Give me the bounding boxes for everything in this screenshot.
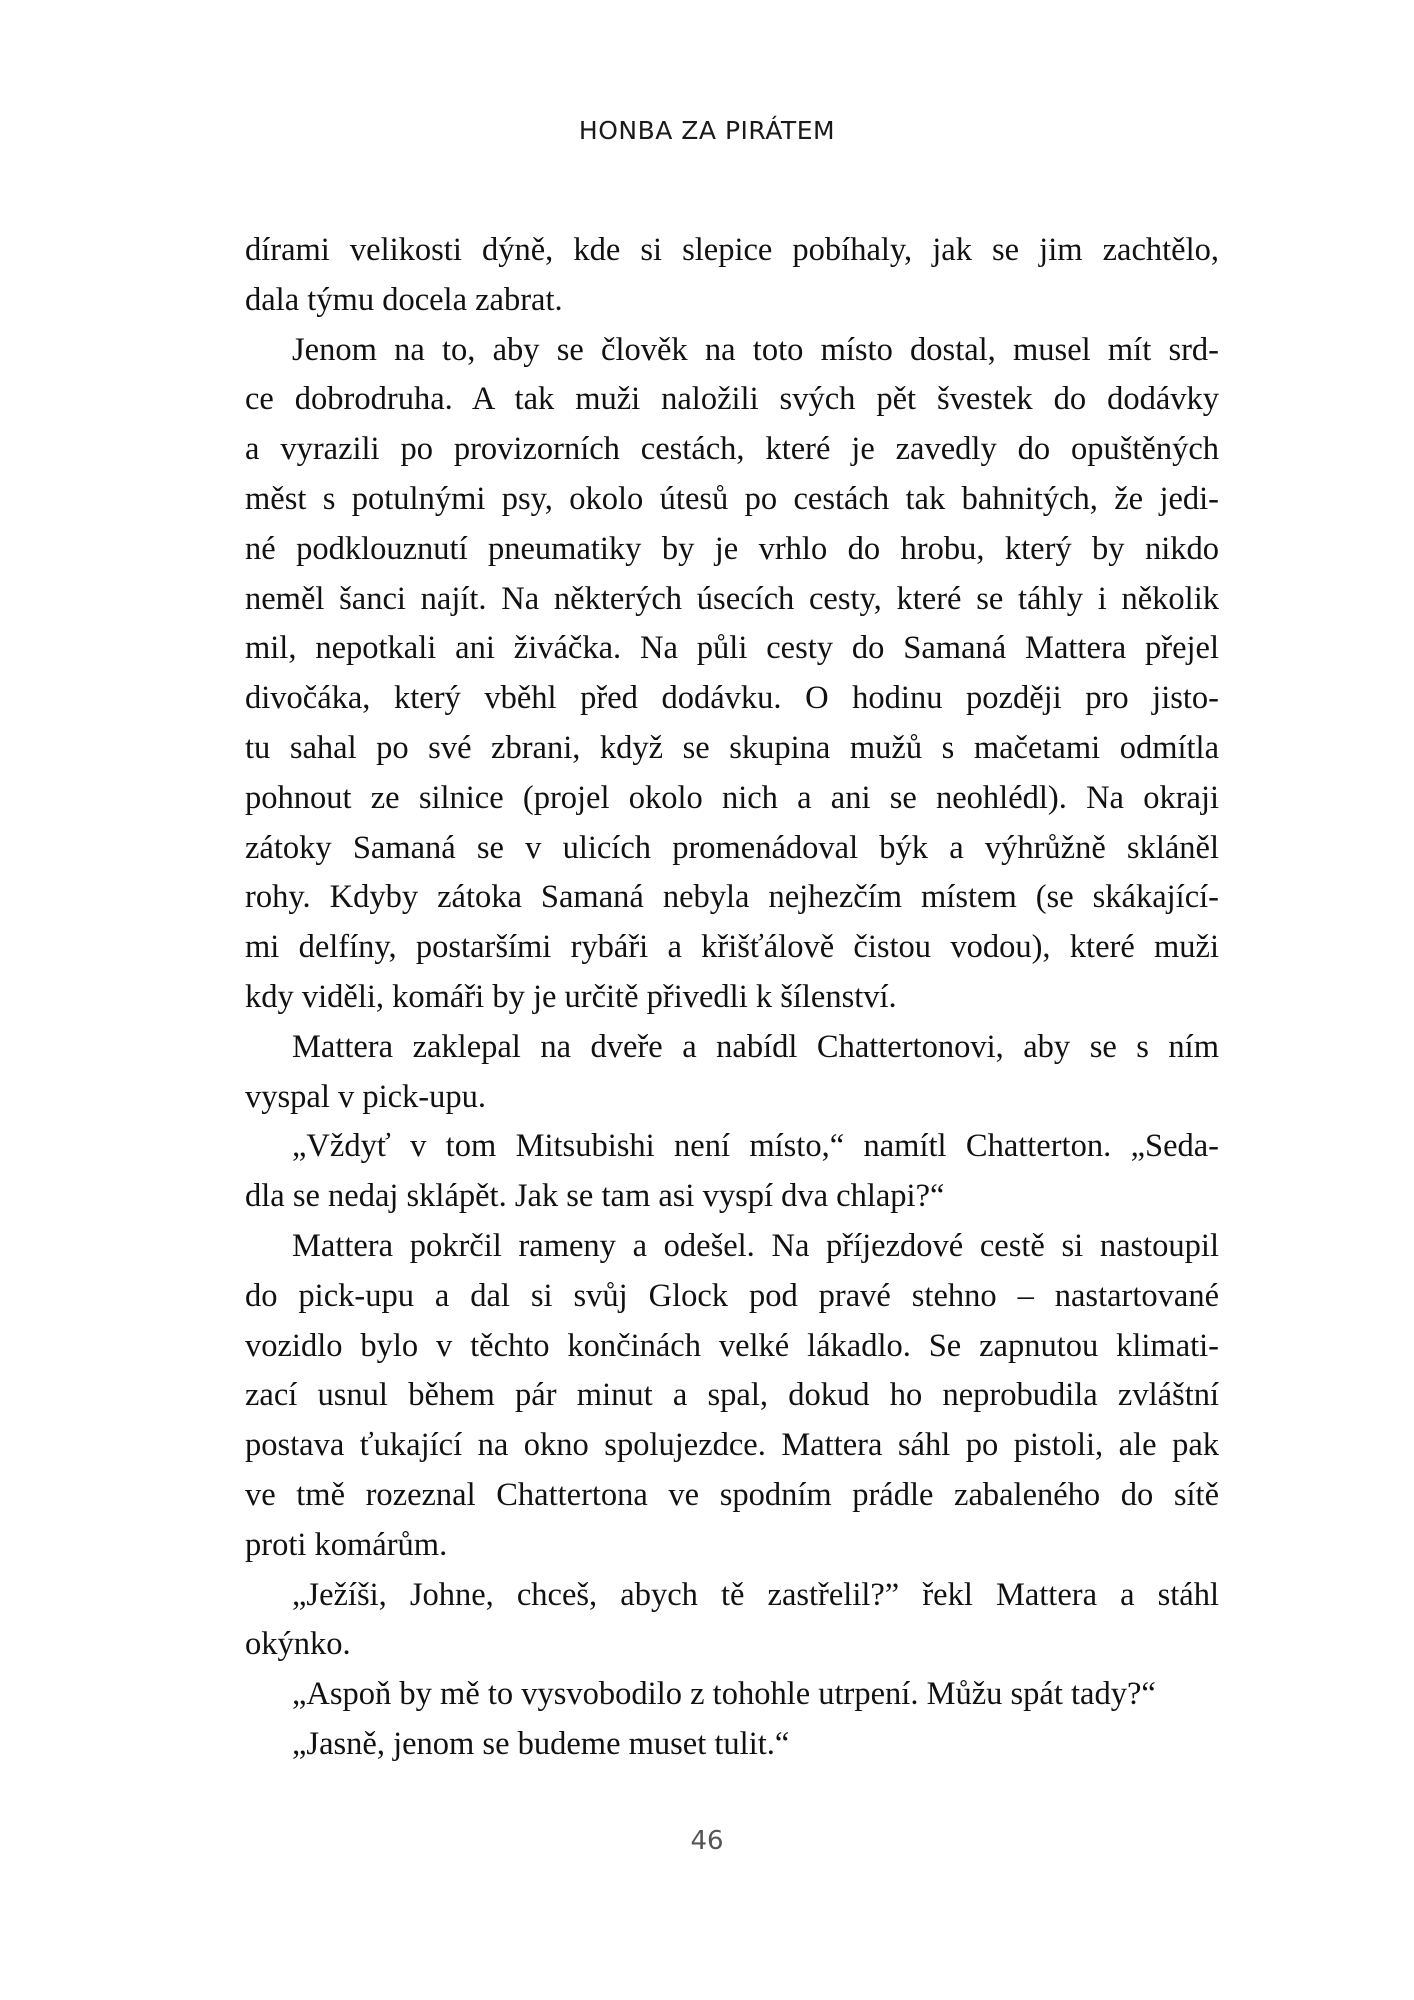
text-line: neměl šanci najít. Na některých úsecích cesty, které se táhly i několik bbox=[245, 580, 1219, 617]
text-line: kdy viděli, komáři by je určitě přivedli k šílenství. bbox=[245, 978, 897, 1015]
body-text bbox=[245, 226, 1219, 1770]
text-line: dala týmu docela zabrat. bbox=[245, 281, 563, 318]
page-number: 46 bbox=[690, 1826, 724, 1856]
text-line: postava ťukající na okno spolujezdce. Mattera sáhl po pistoli, ale pak bbox=[245, 1427, 1219, 1464]
text-line: rohy. Kdyby zátoka Samaná nebyla nejhezčím místem (se skákající- bbox=[245, 879, 1219, 916]
text-line: Jenom na to, aby se člověk na toto místo dostal, musel mít srd- bbox=[292, 331, 1219, 368]
text-line: divočáka, který vběhl před dodávku. O hodinu později pro jisto- bbox=[245, 680, 1219, 717]
text-line: do pick-upu a dal si svůj Glock pod pravé stehno – nastartované bbox=[245, 1277, 1219, 1314]
text-line: vozidlo bylo v těchto končinách velké lákadlo. Se zapnutou klimati- bbox=[245, 1327, 1219, 1364]
paragraph bbox=[245, 1571, 1219, 1671]
text-line: proti komárům. bbox=[245, 1526, 448, 1563]
text-line: Mattera zaklepal na dveře a nabídl Chattertonovi, aby se s ním bbox=[292, 1028, 1219, 1065]
text-line: zátoky Samaná se v ulicích promenádoval býk a výhrůžně skláněl bbox=[245, 829, 1219, 866]
text-line: „Vždyť v tom Mitsubishi není místo,“ namítl Chatterton. „Seda- bbox=[292, 1128, 1219, 1165]
text-line: né podklouznutí pneumatiky by je vrhlo do hrobu, který by nikdo bbox=[245, 530, 1219, 567]
text-line: mi delfíny, postaršími rybáři a křišťálově čistou vodou), které muži bbox=[245, 929, 1219, 966]
paragraph bbox=[245, 326, 1219, 1023]
running-head: HONBA ZA PIRÁTEM bbox=[578, 116, 836, 145]
text-line: dla se nedaj sklápět. Jak se tam asi vyspí dva chlapi?“ bbox=[245, 1178, 945, 1215]
text-line: „Aspoň by mě to vysvobodilo z tohohle utrpení. Můžu spát tady?“ bbox=[292, 1676, 1156, 1713]
text-line: pohnout ze silnice (projel okolo nich a ani se neohlédl). Na okraji bbox=[245, 779, 1219, 816]
paragraph bbox=[245, 1023, 1219, 1123]
text-line: okýnko. bbox=[245, 1626, 351, 1663]
paragraph bbox=[245, 1720, 1219, 1770]
text-line: zací usnul během pár minut a spal, dokud ho neprobudila zvláštní bbox=[245, 1377, 1219, 1414]
text-line: vyspal v pick-upu. bbox=[245, 1078, 487, 1115]
paragraph bbox=[245, 1122, 1219, 1222]
text-line: měst s potulnými psy, okolo útesů po cestách tak bahnitých, že jedi- bbox=[245, 480, 1219, 517]
text-line: ve tmě rozeznal Chattertona ve spodním prádle zabaleného do sítě bbox=[245, 1476, 1219, 1513]
text-line: dírami velikosti dýně, kde si slepice pobíhaly, jak se jim zachtělo, bbox=[245, 232, 1219, 268]
paragraph bbox=[245, 1222, 1219, 1571]
text-line: ce dobrodruha. A tak muži naložili svých pět švestek do dodávky bbox=[245, 381, 1219, 418]
text-line: a vyrazili po provizorních cestách, které je zavedly do opuštěných bbox=[245, 431, 1219, 468]
text-line: „Jasně, jenom se budeme muset tulit.“ bbox=[292, 1725, 790, 1762]
text-line: tu sahal po své zbrani, když se skupina mužů s mačetami odmítla bbox=[245, 729, 1219, 766]
paragraph bbox=[245, 1670, 1219, 1720]
text-line: mil, nepotkali ani živáčka. Na půli cesty do Samaná Mattera přejel bbox=[245, 630, 1219, 667]
text-line: Mattera pokrčil rameny a odešel. Na příjezdové cestě si nastoupil bbox=[292, 1227, 1219, 1264]
text-line: „Ježíši, Johne, chceš, abych tě zastřelil?” řekl Mattera a stáhl bbox=[292, 1576, 1219, 1613]
paragraph bbox=[245, 226, 1219, 326]
